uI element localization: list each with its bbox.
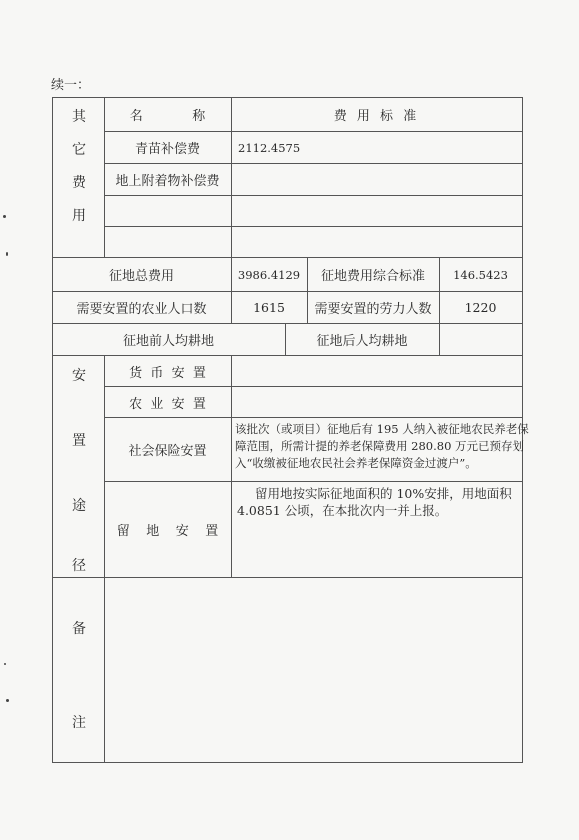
empty-row-label — [104, 196, 231, 226]
farmland-before-label: 征地前人均耕地 — [122, 334, 214, 349]
land-reservation-text-line: 4.0851 公顷，在本批次内一并上报。 — [237, 503, 448, 518]
scan-speck — [3, 215, 6, 218]
agricultural-population-label: 需要安置的农业人口数 — [76, 302, 207, 317]
labor-count-value: 1220 — [464, 300, 497, 315]
scan-speck — [6, 252, 8, 256]
attachment-compensation-label: 地上附着物补偿费 — [115, 174, 220, 189]
section-divider — [52, 577, 523, 578]
farmland-after-label: 征地后人均耕地 — [316, 334, 408, 349]
name-column-header: 名 称 — [129, 109, 206, 124]
land-reservation-label: 留 地 安 置 — [116, 524, 219, 539]
combined-standard-value: 146.5423 — [453, 267, 508, 282]
grid-line — [231, 355, 232, 577]
social-insurance-text-line: 入“收缴被征地农民社会养老保障资金过渡户”。 — [235, 456, 477, 470]
agricultural-population-value: 1615 — [253, 300, 285, 315]
farmland-after-value — [439, 324, 522, 355]
resettlement-char: 安 — [72, 368, 86, 384]
total-cost-label: 征地总费用 — [108, 269, 174, 284]
other-expenses-char: 用 — [72, 208, 86, 224]
table-border — [52, 97, 53, 763]
resettlement-char: 置 — [72, 433, 86, 449]
agricultural-resettlement-label: 农 业 安 置 — [129, 396, 206, 412]
continuation-label: 续一： — [51, 78, 91, 93]
seedling-compensation-value: 2112.4575 — [238, 140, 301, 155]
remarks-char: 注 — [72, 715, 86, 731]
scan-speck — [6, 699, 9, 702]
social-insurance-text-line: 障范围，所需计提的养老保障费用 280.80 万元已预存划 — [235, 439, 525, 453]
seedling-compensation-label: 青苗补偿费 — [134, 142, 200, 157]
social-insurance-text-line: 该批次（或项目）征地后有 195 人纳入被征地农民养老保 — [235, 422, 529, 436]
other-expenses-char: 它 — [72, 142, 86, 158]
remarks-char: 备 — [72, 621, 86, 637]
table-border — [52, 762, 523, 763]
other-expenses-char: 其 — [72, 109, 86, 125]
other-expenses-char: 费 — [72, 175, 86, 191]
combined-standard-label: 征地费用综合标准 — [320, 269, 425, 284]
social-insurance-label: 社会保险安置 — [128, 444, 207, 459]
currency-resettlement-label: 货 币 安 置 — [129, 365, 206, 381]
labor-count-label: 需要安置的劳力人数 — [314, 302, 432, 317]
standard-column-header: 费 用 标 准 — [333, 109, 420, 124]
resettlement-char: 途 — [72, 498, 86, 514]
grid-line — [104, 577, 105, 762]
resettlement-char: 径 — [72, 558, 86, 574]
total-cost-value: 3986.4129 — [237, 267, 301, 282]
empty-row-label — [104, 227, 231, 257]
scan-speck — [4, 663, 6, 665]
land-reservation-text-line: 留用地按实际征地面积的 10%安排，用地面积 — [255, 486, 512, 501]
